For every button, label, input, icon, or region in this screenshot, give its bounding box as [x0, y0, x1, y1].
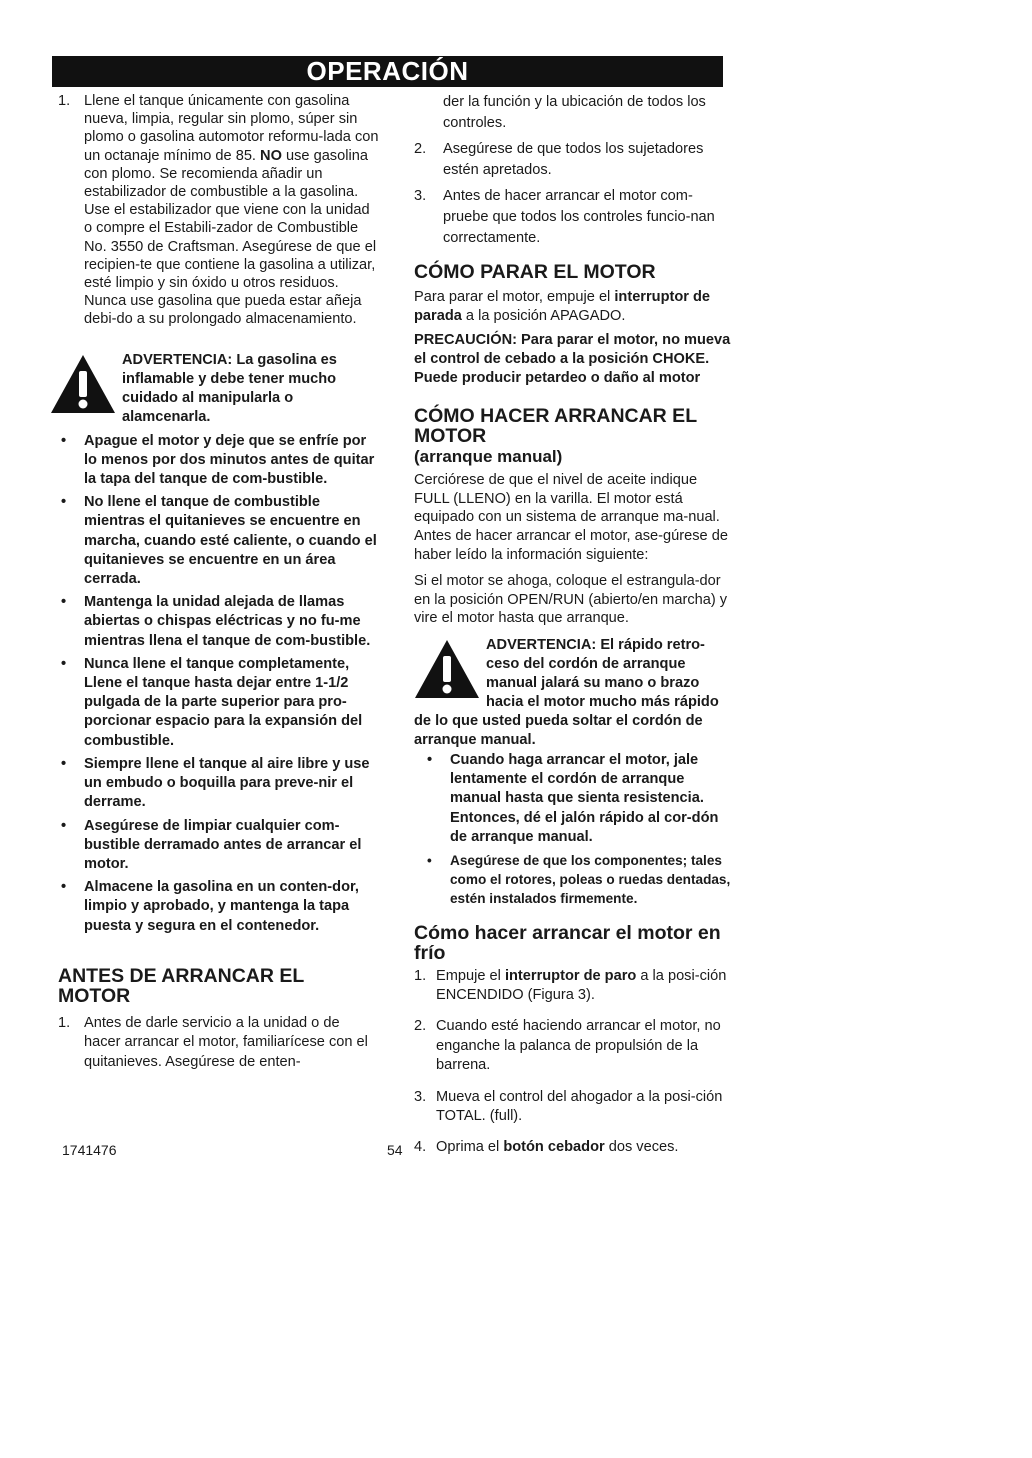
- stop-engine-heading: CÓMO PARAR EL MOTOR: [414, 261, 656, 283]
- list-item: [414, 186, 736, 249]
- list-item: [414, 967, 736, 1006]
- item-text: Asegúrese de que todos los sujetadores estén apretados.: [443, 141, 704, 178]
- list-item: • Almacene la gasolina en un conten-dor, limpio y aprobado, y mantenga la tapa puesta y segura en el contenedor.: [58, 878, 380, 936]
- item-number: 3.: [414, 188, 427, 204]
- fuel-instructions: [58, 92, 380, 329]
- list-item: • Nunca llene el tanque completamente, Llene el tanque hasta dejar entre 1-1/2 pulgada de la parte superior para pro-porcionar espacio para la expansión del combustible.: [58, 655, 380, 751]
- item-number: 2.: [414, 141, 427, 157]
- fuel-safety-list: [58, 432, 380, 936]
- fuel-warning: [50, 351, 380, 427]
- list-item: • No llene el tanque de combustible mientras el quitanieves se encuentre en marcha, cuando esté caliente, o cuando el quitanieves se encuentre en un área cerrada.: [58, 493, 380, 589]
- list-item: • Mantenga la unidad alejada de llamas abiertas o chispas eléctricas y no fu-me mientras llena el tanque de com-bustible.: [58, 593, 380, 651]
- fuel-text-bold: NO: [260, 147, 282, 164]
- start-engine-text: Cerciórese de que el nivel de aceite indique FULL (LLENO) en la varilla. El motor está equipado con un sistema de arranque ma-nual. Antes de hacer arrancar el motor, ase-gúrese de haber leído la información siguiente:: [414, 472, 728, 563]
- item-text-bold: interruptor de paro: [504, 967, 637, 984]
- item-text-a: Cuando esté haciendo arrancar el motor, no enganche la palanca de propulsión de la barrena.: [436, 1018, 721, 1074]
- list-item: • Cuando haga arrancar el motor, jale lentamente el cordón de arranque manual hasta que sienta resistencia. Entonces, dé el jalón rápido al cor-dón de arranque manual.: [424, 751, 736, 847]
- warning-text: ADVERTENCIA: El rápido retro-ceso del cordón de arranque manual jalará su mano o brazo hacia el motor mucho más rápido de lo que usted pueda soltar el cordón de arranque manual.: [414, 636, 719, 748]
- item-number: 1.: [414, 967, 427, 984]
- stop-text-bold: interruptor de parada: [414, 289, 711, 324]
- stop-text-a: Para parar el motor, empuje el: [414, 289, 615, 305]
- start-engine-heading: CÓMO HACER ARRANCAR EL MOTOR: [414, 405, 697, 448]
- item-number: 1.: [58, 93, 71, 109]
- list-item: [414, 139, 736, 181]
- flooded-engine-text: Si el motor se ahoga, coloque el estrangula-dor en la posición OPEN/RUN (abierto/en marcha) y vire el motor hasta que arranque.: [414, 573, 728, 627]
- stop-caution: PRECAUCIÓN: Para parar el motor, no mueva el control de cebado a la posición CHOKE. Puede producir petardeo o daño al motor: [414, 332, 731, 387]
- list-item: [414, 1138, 736, 1157]
- before-start-heading: ANTES DE ARRANCAR EL MOTOR: [58, 964, 304, 1007]
- left-column: [58, 92, 380, 1077]
- item-text-b: a la posi-ción ENCENDIDO (Figura 3).: [436, 967, 727, 1003]
- list-item: [414, 1088, 736, 1127]
- before-start-list: [58, 1014, 380, 1072]
- item-text: Antes de darle servicio a la unidad o de hacer arrancar el motor, familiarícese con el quitanieves. Asegúrese de enten-: [84, 1014, 368, 1070]
- cold-start-list: [414, 967, 736, 1158]
- item-text-a: Oprima el: [436, 1139, 504, 1156]
- section-banner: OPERACIÓN: [52, 56, 723, 87]
- cold-start-heading: Cómo hacer arrancar el motor en frío: [414, 921, 721, 964]
- item-number: 2.: [414, 1018, 427, 1035]
- fuel-item: [58, 92, 380, 329]
- recoil-warning: [414, 636, 736, 750]
- warning-icon: [50, 354, 116, 414]
- list-item: [414, 1017, 736, 1075]
- continued-text-span: der la función y la ubicación de todos los controles.: [443, 94, 706, 131]
- right-column: [414, 92, 736, 1163]
- list-item: • Apague el motor y deje que se enfríe por lo menos por dos minutos antes de quitar la tapa del tanque de com-bustible.: [58, 432, 380, 490]
- item-text-bold: botón cebador: [503, 1139, 605, 1156]
- item-number: 1.: [58, 1014, 71, 1031]
- document-number: 1741476: [62, 1142, 117, 1158]
- list-item: • Siempre llene el tanque al aire libre y use un embudo o boquilla para preve-nir el derrame.: [58, 755, 380, 813]
- item-text: Antes de hacer arrancar el motor com-pruebe que todos los controles funcio-nan correctamente.: [443, 188, 715, 246]
- item-number: 4.: [414, 1139, 427, 1156]
- item-text-a: Mueva el control del ahogador a la posi-ción TOTAL. (full).: [436, 1088, 723, 1124]
- fuel-text-a: Llene el tanque únicamente con gasolina nueva, limpia, regular sin plomo, súper sin plomo o gasolina automotor reformu-lada con un octanaje mínimo de 85.: [84, 93, 379, 164]
- start-engine-subheading: (arranque manual): [414, 447, 563, 467]
- stop-engine-text: [414, 288, 736, 325]
- fuel-text-b: use gasolina con plomo. Se recomienda añadir un estabilizador de combustible a la gasolina. Use el estabilizador que viene con la unidad o compre el Estabili-zador de Combustible No. 3550 de Craftsman. Asegúrese de que el recipien-te que contiene la gasolina a utilizar, esté limpio y sin óxido u otros residuos. Nunca use gasolina que pueda estar añeja debi-do a su prolongado almacenamiento.: [84, 147, 377, 328]
- stop-text-b: a la posición APAGADO.: [461, 307, 626, 324]
- list-item: • Asegúrese de limpiar cualquier com-bustible derramado antes de arrancar el motor.: [58, 817, 380, 875]
- item-text-a: Empuje el: [436, 967, 505, 984]
- warning-text: ADVERTENCIA: La gasolina es inflamable y debe tener mucho cuidado al manipularla o alamcenarla.: [122, 351, 337, 425]
- pre-start-list: [414, 139, 736, 249]
- page-number: 54: [387, 1142, 403, 1158]
- item-text-b: dos veces.: [604, 1139, 679, 1156]
- continued-text: [414, 92, 736, 134]
- list-item: • Asegúrese de que los componentes; tales como el rotores, poleas o ruedas dentadas, estén instalados firmemente.: [424, 851, 736, 909]
- item-number: 3.: [414, 1088, 427, 1105]
- warning-icon: [414, 639, 480, 699]
- start-safety-list: [424, 751, 736, 909]
- list-item: [58, 1014, 380, 1072]
